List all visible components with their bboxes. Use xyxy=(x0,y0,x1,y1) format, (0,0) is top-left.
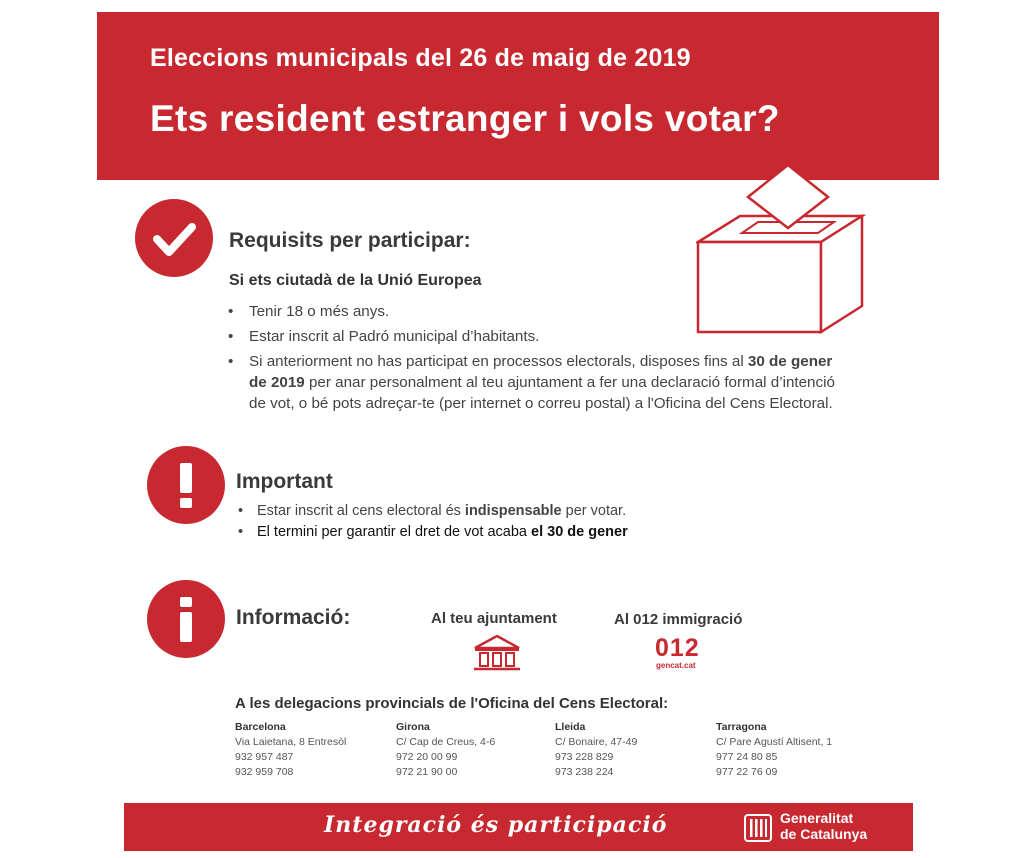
election-subtitle: Eleccions municipals del 26 de maig de 2019 xyxy=(150,44,691,72)
slogan: Integració és participació xyxy=(324,812,668,838)
deadline-date: 30 de gener de 2019 xyxy=(249,353,833,391)
list-item: • Si anteriorment no has participat en processos electorals, disposes fins al 30 de gener de 2019 per anar personalment al teu ajuntament a fer una declaració formal d’intenció de vot, o bé pots adreçar-te (per internet o correu postal) a l'Oficina del Cens Electoral. xyxy=(228,351,848,414)
eu-citizen-heading: Si ets ciutadà de la Unió Europea xyxy=(229,272,482,289)
checkmark-icon xyxy=(135,199,213,277)
town-hall-icon xyxy=(471,634,523,672)
list-item: • Tenir 18 o més anys. xyxy=(228,301,848,322)
town-hall-label: Al teu ajuntament xyxy=(431,610,557,627)
generalitat-name: Generalitat de Catalunya xyxy=(780,810,868,842)
requirements-list xyxy=(228,301,848,418)
office-barcelona: Barcelona Via Laietana, 8 Entresòl 932 957 487 932 959 708 xyxy=(235,721,347,778)
important-heading: Important xyxy=(236,470,333,493)
generalitat-logo-icon xyxy=(744,814,772,842)
info-icon xyxy=(147,580,225,658)
exclamation-icon xyxy=(147,446,225,524)
list-item: • Estar inscrit al cens electoral és indispensable per votar. xyxy=(236,501,796,522)
warning-circle xyxy=(147,446,225,524)
check-circle xyxy=(135,199,213,277)
list-item: • Estar inscrit al Padró municipal d’habitants. xyxy=(228,326,848,347)
office-girona: Girona C/ Cap de Creus, 4-6 972 20 00 99 972 21 90 00 xyxy=(396,721,496,778)
page-title: Ets resident estranger i vols votar? xyxy=(150,98,780,139)
header-banner xyxy=(97,12,939,180)
office-lleida: Lleida C/ Bonaire, 47-49 973 228 829 973 238 224 xyxy=(555,721,638,778)
important-list xyxy=(236,501,796,543)
gencat-label: gencat.cat xyxy=(656,661,696,670)
requirements-heading: Requisits per participar: xyxy=(229,229,471,252)
info-heading: Informació: xyxy=(236,606,351,629)
logo-012: 012 xyxy=(655,634,700,662)
delegations-heading: A les delegacions provincials de l'Oficina del Cens Electoral: xyxy=(235,695,669,712)
immigration-012-label: Al 012 immigració xyxy=(614,611,743,628)
list-item: • El termini per garantir el dret de vot acaba el 30 de gener xyxy=(236,522,796,543)
office-tarragona: Tarragona C/ Pare Agustí Altisent, 1 977 24 80 85 977 22 76 09 xyxy=(716,721,833,778)
info-circle xyxy=(147,580,225,658)
footer-banner xyxy=(124,803,913,851)
